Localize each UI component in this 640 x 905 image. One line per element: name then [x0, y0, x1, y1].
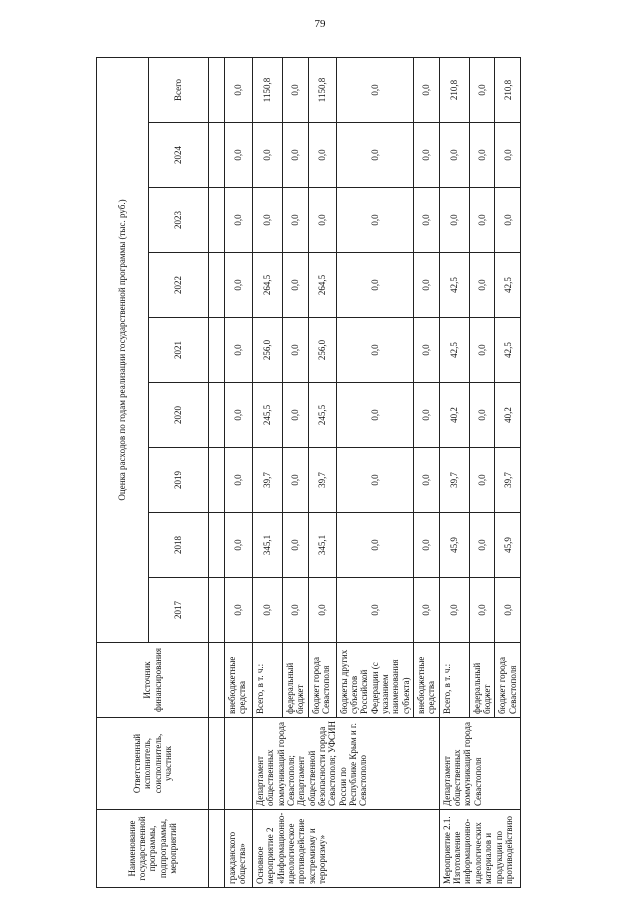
- year-value-cell: 39,7: [439, 448, 469, 513]
- year-value-cell: 40,2: [495, 383, 521, 448]
- header-spacer-cell: [209, 123, 225, 188]
- year-value-cell: 39,7: [253, 448, 283, 513]
- year-value-cell: 0,0: [283, 253, 309, 318]
- header-spacer-cell: [209, 643, 225, 718]
- year-value-cell: 256,0: [253, 318, 283, 383]
- year-value-cell: 0,0: [308, 123, 336, 188]
- year-value-cell: 0,0: [469, 253, 495, 318]
- header-spacer-cell: [209, 448, 225, 513]
- rotated-table-wrapper: [96, 58, 546, 888]
- table-row: [225, 57, 253, 887]
- year-value-cell: 0,0: [439, 123, 469, 188]
- funding-source-cell: федеральный бюджет: [283, 643, 309, 718]
- year-value-cell: 0,0: [469, 383, 495, 448]
- year-value-cell: 0,0: [225, 448, 253, 513]
- year-value-cell: 264,5: [308, 253, 336, 318]
- expenditure-table: [96, 57, 521, 888]
- year-value-cell: 0,0: [253, 188, 283, 253]
- year-value-cell: 0,0: [225, 253, 253, 318]
- header-spacer-cell: [209, 810, 225, 888]
- year-value-cell: 0,0: [469, 188, 495, 253]
- executor-cell: Департамент общественных коммуникаций города Севастополя: [439, 718, 520, 810]
- header-year: 2019: [149, 448, 209, 513]
- header-spacer-cell: [209, 513, 225, 578]
- header-estimate: Оценка расходов по годам реализации государственной программы (тыс. руб.): [97, 57, 149, 642]
- page-number: 79: [314, 18, 326, 30]
- year-value-cell: 0,0: [225, 123, 253, 188]
- year-value-cell: 0,0: [414, 318, 440, 383]
- year-value-cell: 0,0: [283, 188, 309, 253]
- year-value-cell: 0,0: [414, 253, 440, 318]
- year-value-cell: 345,1: [253, 513, 283, 578]
- header-spacer-cell: [209, 188, 225, 253]
- year-value-cell: 0,0: [414, 188, 440, 253]
- year-value-cell: 0,0: [414, 448, 440, 513]
- table-row: [253, 57, 283, 887]
- total-value-cell: 210,8: [495, 57, 521, 122]
- year-value-cell: 0,0: [283, 318, 309, 383]
- header-year: 2024: [149, 123, 209, 188]
- year-value-cell: 0,0: [469, 448, 495, 513]
- year-value-cell: 0,0: [414, 513, 440, 578]
- year-value-cell: 0,0: [336, 318, 413, 383]
- measure-name-cell: Мероприятие 2.1. Изготовление информационно-идеологических материалов и продукции по противодействию: [439, 810, 520, 888]
- year-value-cell: 42,5: [439, 318, 469, 383]
- year-value-cell: 0,0: [336, 253, 413, 318]
- header-source: Источник финансирования: [97, 643, 209, 718]
- header-total: Всего: [149, 57, 209, 122]
- year-value-cell: 0,0: [336, 448, 413, 513]
- header-year: 2018: [149, 513, 209, 578]
- header-executor: Ответственный исполнитель, соисполнитель, участник: [97, 718, 209, 810]
- header-spacer-cell: [209, 718, 225, 810]
- year-value-cell: 0,0: [283, 448, 309, 513]
- executor-cell: [225, 718, 253, 810]
- year-value-cell: 0,0: [495, 578, 521, 643]
- year-value-cell: 0,0: [283, 513, 309, 578]
- funding-source-cell: бюджеты других субъектов Российской Федерации (с указанием наименования субъекта): [336, 643, 413, 718]
- header-spacer-cell: [209, 57, 225, 122]
- total-value-cell: 0,0: [336, 57, 413, 122]
- year-value-cell: 0,0: [336, 578, 413, 643]
- year-value-cell: 0,0: [308, 578, 336, 643]
- header-year: 2017: [149, 578, 209, 643]
- table-row: [439, 57, 469, 887]
- year-value-cell: 0,0: [308, 188, 336, 253]
- total-value-cell: 1150,8: [253, 57, 283, 122]
- year-value-cell: 0,0: [253, 123, 283, 188]
- year-value-cell: 245,5: [253, 383, 283, 448]
- executor-cell: Департамент общественных коммуникаций города Севастополя; Департамент общественной безопасности города Севастополя; УФСИН России по Республике Крым и г. Севастополю: [253, 718, 440, 810]
- table-body: [225, 57, 521, 887]
- year-value-cell: 0,0: [495, 188, 521, 253]
- year-value-cell: 42,5: [439, 253, 469, 318]
- year-value-cell: 0,0: [414, 383, 440, 448]
- header-spacer-cell: [209, 383, 225, 448]
- funding-source-cell: бюджет города Севастополя: [495, 643, 521, 718]
- year-value-cell: 42,5: [495, 253, 521, 318]
- year-value-cell: 0,0: [469, 318, 495, 383]
- year-value-cell: 0,0: [225, 318, 253, 383]
- header-year: 2022: [149, 253, 209, 318]
- header-year: 2020: [149, 383, 209, 448]
- header-spacer-cell: [209, 578, 225, 643]
- year-value-cell: 0,0: [283, 383, 309, 448]
- year-value-cell: 0,0: [336, 513, 413, 578]
- total-value-cell: 0,0: [414, 57, 440, 122]
- year-value-cell: 0,0: [225, 513, 253, 578]
- header-spacer-row: [209, 57, 225, 887]
- funding-source-cell: Всего, в т. ч.:: [253, 643, 283, 718]
- year-value-cell: 0,0: [225, 188, 253, 253]
- year-value-cell: 0,0: [336, 383, 413, 448]
- year-value-cell: 345,1: [308, 513, 336, 578]
- year-value-cell: 0,0: [439, 578, 469, 643]
- year-value-cell: 0,0: [469, 578, 495, 643]
- funding-source-cell: внебюджетные средства: [414, 643, 440, 718]
- total-value-cell: 0,0: [469, 57, 495, 122]
- measure-name-cell: Основное мероприятие 2 «Информационно-идеологическое противодействие экстремизму и терроризму»: [253, 810, 440, 888]
- header-year: 2021: [149, 318, 209, 383]
- year-value-cell: 40,2: [439, 383, 469, 448]
- funding-source-cell: Всего, в т. ч.:: [439, 643, 469, 718]
- header-row: [97, 57, 149, 887]
- year-value-cell: 0,0: [225, 383, 253, 448]
- total-value-cell: 210,8: [439, 57, 469, 122]
- year-value-cell: 0,0: [283, 578, 309, 643]
- header-spacer-cell: [209, 253, 225, 318]
- year-value-cell: 0,0: [253, 578, 283, 643]
- year-value-cell: 0,0: [495, 123, 521, 188]
- year-value-cell: 256,0: [308, 318, 336, 383]
- year-value-cell: 0,0: [414, 578, 440, 643]
- year-value-cell: 45,9: [439, 513, 469, 578]
- funding-source-cell: бюджет города Севастополя: [308, 643, 336, 718]
- year-value-cell: 0,0: [336, 188, 413, 253]
- header-name: Наименование государственной программы, подпрограммы, мероприятий: [97, 810, 209, 888]
- year-value-cell: 39,7: [495, 448, 521, 513]
- total-value-cell: 0,0: [283, 57, 309, 122]
- funding-source-cell: федеральный бюджет: [469, 643, 495, 718]
- year-value-cell: 42,5: [495, 318, 521, 383]
- year-value-cell: 0,0: [469, 513, 495, 578]
- total-value-cell: 1150,8: [308, 57, 336, 122]
- year-value-cell: 0,0: [225, 578, 253, 643]
- year-value-cell: 0,0: [414, 123, 440, 188]
- measure-name-cell: гражданского общества»: [225, 810, 253, 888]
- year-value-cell: 0,0: [469, 123, 495, 188]
- header-spacer-cell: [209, 318, 225, 383]
- year-value-cell: 0,0: [283, 123, 309, 188]
- year-value-cell: 245,5: [308, 383, 336, 448]
- year-value-cell: 264,5: [253, 253, 283, 318]
- year-value-cell: 0,0: [439, 188, 469, 253]
- total-value-cell: 0,0: [225, 57, 253, 122]
- year-value-cell: 0,0: [336, 123, 413, 188]
- header-year: 2023: [149, 188, 209, 253]
- year-value-cell: 45,9: [495, 513, 521, 578]
- year-value-cell: 39,7: [308, 448, 336, 513]
- funding-source-cell: внебюджетные средства: [225, 643, 253, 718]
